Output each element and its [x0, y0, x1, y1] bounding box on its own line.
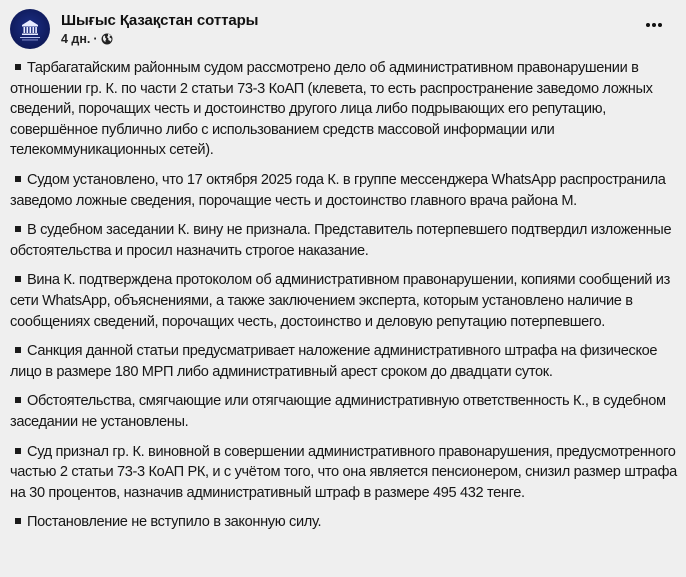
- post-paragraph: [10, 58, 682, 161]
- square-bullet-icon: [15, 64, 21, 70]
- globe-icon[interactable]: [101, 33, 113, 45]
- square-bullet-icon: [15, 448, 21, 454]
- paragraph-text: Судом установлено, что 17 октября 2025 года К. в группе мессенджера WhatsApp распространила заведомо ложные сведения, порочащие честь и достоинство главного врача района М.: [10, 171, 666, 209]
- post-meta: [61, 11, 258, 47]
- square-bullet-icon: [15, 176, 21, 182]
- court-building-icon: [10, 9, 50, 49]
- post-body: [10, 58, 682, 542]
- paragraph-text: Постановление не вступило в законную силу.: [27, 514, 322, 531]
- post-paragraph: [10, 170, 682, 211]
- more-dot: [658, 23, 662, 27]
- square-bullet-icon: [15, 276, 21, 282]
- post-paragraph: [10, 442, 682, 504]
- more-options-button[interactable]: [642, 18, 666, 32]
- square-bullet-icon: [15, 347, 21, 353]
- post-subline: [61, 31, 258, 47]
- post-paragraph: [10, 341, 682, 382]
- paragraph-text: В судебном заседании К. вину не признала. Представитель потерпевшего подтвердил изложенные обстоятельства и просил назначить строгое наказание.: [10, 222, 672, 259]
- separator-dot: ·: [93, 32, 98, 46]
- more-dot: [646, 23, 650, 27]
- post-header: [10, 8, 258, 50]
- post-paragraph: [10, 220, 682, 261]
- paragraph-text: Тарбагатайским районным судом рассмотрено дело об административном правонарушении в отношении гр. К. по части 2 статьи 73-3 КоАП (клевета, то есть распространение заведомо ложных сведений, порочащих честь и достоинство другого лица либо подрывающих его репутацию, совершённое публично либо с использованием средств массовой информации или телекоммуникационных сетей).: [10, 60, 653, 159]
- paragraph-text: Обстоятельства, смягчающие или отягчающие административную ответственность К., в судебном заседании не установлены.: [10, 393, 666, 430]
- paragraph-text: Вина К. подтверждена протоколом об административном правонарушении, копиями сообщений из сети WhatsApp, объяснениями, а также заключением эксперта, которым установлено наличие в сообщениях сведений, порочащих честь, достоинство и деловую репутацию потерпевшего.: [10, 272, 670, 330]
- paragraph-text: Суд признал гр. К. виновной в совершении административного правонарушения, предусмотренного частью 2 статьи 73-3 КоАП РК, и с учётом того, что она является пенсионером, снизил размер штрафа на 30 процентов, назначив административный штраф в размере 495 432 тенге.: [10, 443, 677, 501]
- square-bullet-icon: [15, 397, 21, 403]
- page-name-link[interactable]: Шығыс Қазақстан соттары: [61, 12, 259, 29]
- paragraph-text: Санкция данной статьи предусматривает наложение административного штрафа на физическое лицо в размере 180 МРП либо административный арест сроком до двадцати суток.: [10, 343, 658, 380]
- square-bullet-icon: [15, 226, 21, 232]
- page-avatar[interactable]: [10, 9, 50, 49]
- square-bullet-icon: [15, 518, 21, 524]
- post-paragraph: [10, 391, 682, 432]
- post-paragraph: [10, 512, 682, 533]
- post-timestamp[interactable]: 4 дн.: [61, 32, 91, 46]
- post-paragraph: [10, 270, 682, 332]
- more-dot: [652, 23, 656, 27]
